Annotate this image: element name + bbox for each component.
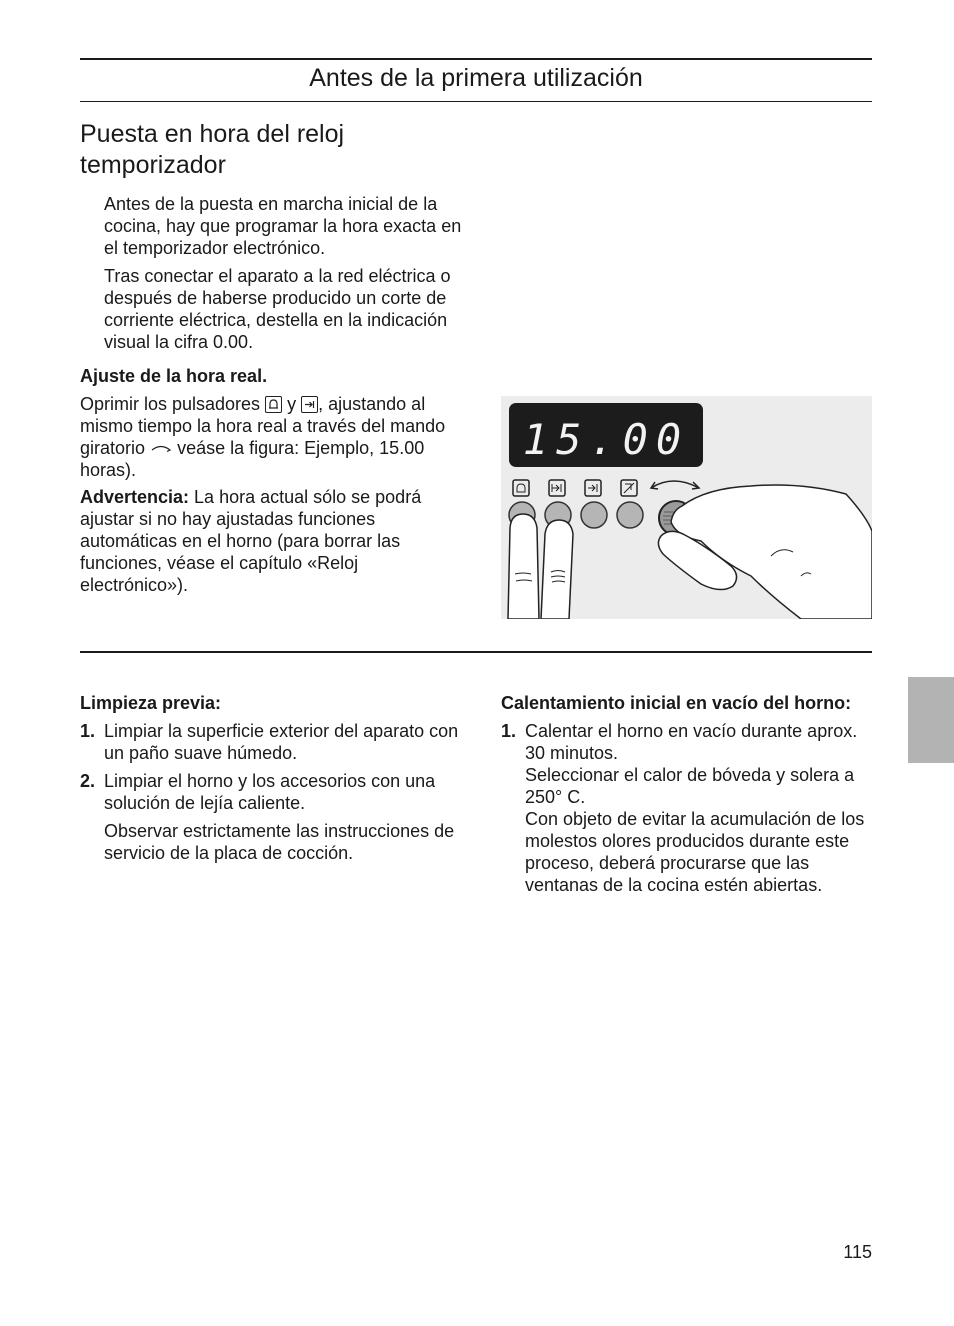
instruction-text-3: , ajustando al mismo tiempo la hora real a través del mando giratorio [80, 394, 446, 458]
bell-button-icon [265, 396, 282, 413]
cleaning-heading: Limpieza previa: [80, 693, 222, 713]
end-time-button-icon [301, 396, 318, 413]
auto-button[interactable] [617, 502, 643, 528]
instruction-paragraph [80, 393, 460, 481]
instruction-text-1: Oprimir los pulsadores [80, 394, 261, 414]
cleaning-item-text: Limpiar el horno y los accesorios con una solución de lejía caliente. [104, 771, 436, 813]
heating-item-number: 1. [501, 721, 517, 741]
chapter-tab [908, 677, 954, 763]
heating-column [501, 692, 876, 896]
bell-label-icon [513, 480, 529, 496]
cleaning-item [80, 720, 465, 764]
cleaning-note: Observar estrictamente las instrucciones de servicio de la placa de cocción. [104, 821, 455, 863]
header-top-rule [80, 58, 872, 60]
section-title: Puesta en hora del reloj temporizador [80, 120, 345, 179]
instruction-text-2: y [287, 394, 297, 414]
cleaning-item-text: Limpiar la superficie exterior del aparato con un paño suave húmedo. [104, 721, 459, 763]
page-number: 115 [843, 1242, 872, 1262]
warning-text: La hora actual sólo se podrá ajustar si no hay ajustadas funciones automáticas en el horno (para borrar las funciones, véase el capítulo «Reloj electrónico»). [80, 487, 422, 595]
rotary-knob-icon [150, 438, 177, 458]
heating-item-line: Con objeto de evitar la acumulación de los molestos olores producidos durante este proceso, deberá procurarse que las ventanas de la cocina estén abiertas. [525, 809, 865, 895]
heating-heading: Calentamiento inicial en vacío del horno: [501, 693, 852, 713]
cleaning-column [80, 692, 465, 864]
end-time-button[interactable] [581, 502, 607, 528]
header-bottom-rule [80, 101, 872, 102]
warning-paragraph [80, 486, 460, 596]
control-panel-figure [501, 396, 872, 619]
instruction-text-4: veáse la figura: Ejemplo, 15.00 horas). [80, 438, 425, 480]
clock-display-digits: 15.00 [522, 415, 690, 464]
heating-item [501, 720, 876, 896]
cleaning-item-number: 2. [80, 771, 96, 791]
intro-paragraph-2: Tras conectar el aparato a la red eléctrica o después de haberse producido un corte de corriente eléctrica, destella en la indicación visual la cifra 0.00. [104, 266, 451, 352]
cleaning-item [80, 770, 465, 814]
cleaning-item-number: 1. [80, 721, 96, 741]
heating-item-line: Seleccionar el calor de bóveda y solera a 250° C. [525, 765, 855, 807]
page-header-title: Antes de la primera utilización [309, 64, 643, 92]
heating-item-line: Calentar el horno en vacío durante aprox. 30 minutos. [525, 721, 858, 763]
time-setting-subheading: Ajuste de la hora real. [80, 366, 268, 386]
warning-label: Advertencia: [80, 487, 190, 507]
clock-display [523, 415, 689, 464]
section-divider-rule [80, 651, 872, 653]
intro-paragraph-1: Antes de la puesta en marcha inicial de la cocina, hay que programar la hora exacta en el temporizador electrónico. [104, 194, 462, 258]
